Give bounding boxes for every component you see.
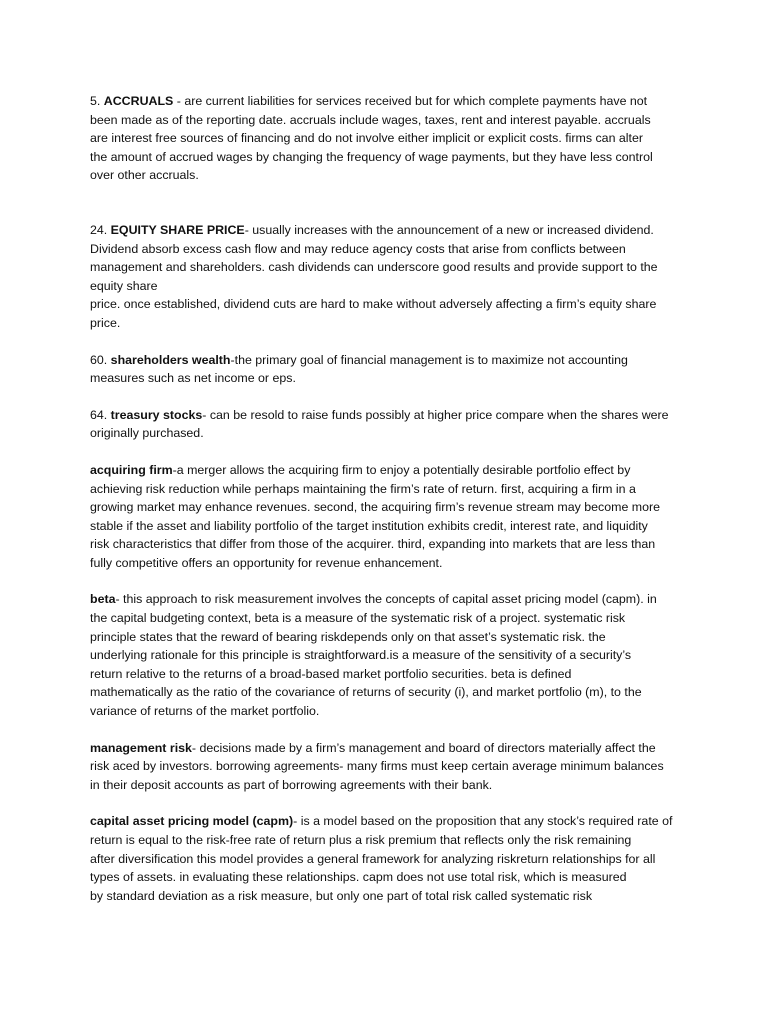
entry-term: acquiring firm: [90, 462, 173, 477]
entry-term: beta: [90, 592, 116, 607]
entry-treasury-stocks: [90, 406, 686, 443]
entry-term: EQUITY SHARE PRICE: [110, 222, 245, 237]
entry-line: by standard deviation as a risk measure, but only one part of total risk called systematic risk: [90, 888, 593, 903]
entry-number: 24.: [90, 222, 111, 237]
entry-line: price.: [90, 315, 121, 330]
entry-line: the amount of accrued wages by changing the frequency of wage payments, but they have less control: [90, 149, 653, 164]
entry-line: 5. ACCRUALS - are current liabilities for services received but for which complete payments have not: [90, 94, 648, 108]
paragraph-spacer: [90, 333, 686, 351]
entry-line: price. once established, dividend cuts are hard to make without adversely affecting a firm’s equity share: [90, 297, 657, 312]
paragraph-spacer: [90, 572, 686, 590]
entry-line: achieving risk reduction while perhaps maintaining the firm’s rate of return. first, acquiring a firm in a: [90, 481, 636, 496]
entry-line: capital asset pricing model (capm)- is a model based on the proposition that any stock’s required rate of: [90, 814, 673, 829]
entry-capm: [90, 812, 686, 905]
entry-number: 5.: [90, 94, 104, 108]
entry-line: after diversification this model provides a general framework for analyzing riskreturn relationships for all: [90, 851, 656, 866]
entry-equity-share-price: [90, 221, 686, 333]
entry-term: management risk: [90, 740, 192, 755]
document-page: [90, 92, 686, 905]
entry-line: risk aced by investors. borrowing agreements- many firms must keep certain average minimum balances: [90, 759, 664, 774]
entry-line: variance of returns of the market portfolio.: [90, 704, 320, 719]
entry-term: shareholders wealth: [110, 352, 231, 367]
paragraph-spacer: [90, 794, 686, 812]
entry-line: principle states that the reward of bearing riskdepends only on that asset’s systematic risk. the: [90, 629, 606, 644]
entry-shareholders-wealth: [90, 351, 686, 388]
entry-line: equity share: [90, 278, 158, 293]
entry-number: 60.: [90, 352, 111, 367]
entry-line: return relative to the returns of a broad-based market portfolio securities. beta is defined: [90, 666, 572, 681]
entry-term: capital asset pricing model (capm): [90, 814, 294, 829]
paragraph-spacer: [90, 443, 686, 461]
entry-number: 64.: [90, 407, 111, 422]
entry-management-risk: [90, 739, 686, 795]
entry-beta: [90, 590, 686, 720]
entry-line: management risk- decisions made by a firm’s management and board of directors materially affect the: [90, 740, 656, 755]
entry-line: risk characteristics that differ from those of the acquirer. third, expanding into markets that are less than: [90, 537, 656, 552]
entry-line: Dividend absorb excess cash flow and may reduce agency costs that arise from conflicts between: [90, 241, 626, 256]
paragraph-spacer: [90, 388, 686, 406]
entry-acquiring-firm: [90, 461, 686, 573]
entry-term: treasury stocks: [110, 407, 203, 422]
entry-line: measures such as net income or eps.: [90, 371, 296, 386]
entry-line: in their deposit accounts as part of borrowing agreements with their bank.: [90, 777, 493, 792]
entry-line: stable if the asset and liability portfolio of the target institution exhibits credit, interest rate, and liquidity: [90, 518, 648, 533]
entry-line: are interest free sources of financing and do not involve either implicit or explicit costs. firms can alter: [90, 131, 644, 146]
entry-line: fully competitive offers an opportunity for revenue enhancement.: [90, 555, 443, 570]
entry-line: 64. treasury stocks- can be resold to raise funds possibly at higher price compare when the shares were: [90, 407, 669, 422]
entry-line: acquiring firm-a merger allows the acquiring firm to enjoy a potentially desirable portfolio effect by: [90, 462, 631, 477]
entry-line: beta- this approach to risk measurement involves the concepts of capital asset pricing model (capm). in: [90, 592, 657, 607]
entry-line: 24. EQUITY SHARE PRICE- usually increases with the announcement of a new or increased dividend.: [90, 222, 654, 237]
entry-line: growing market may enhance revenues. second, the acquiring firm’s revenue stream may become more: [90, 500, 661, 515]
entry-line: management and shareholders. cash dividends can underscore good results and provide support to the: [90, 260, 658, 275]
entry-line: types of assets. in evaluating these relationships. capm does not use total risk, which is measured: [90, 870, 627, 885]
entry-line: 60. shareholders wealth-the primary goal of financial management is to maximize not accounting: [90, 352, 628, 367]
paragraph-spacer: [90, 721, 686, 739]
entry-line: return is equal to the risk-free rate of return plus a risk premium that reflects only the risk remaining: [90, 833, 632, 847]
entry-term: ACCRUALS: [103, 94, 174, 108]
entry-line: originally purchased.: [90, 426, 204, 441]
entry-accruals: [90, 92, 686, 185]
entry-line: mathematically as the ratio of the covariance of returns of security (i), and market portfolio (m), to the: [90, 685, 642, 700]
entry-line: underlying rationale for this principle is straightforward.is a measure of the sensitivity of a security’s: [90, 648, 632, 663]
paragraph-spacer: [90, 185, 686, 221]
entry-line: over other accruals.: [90, 168, 199, 183]
entry-line: been made as of the reporting date. accruals include wages, taxes, rent and interest payable. accruals: [90, 112, 651, 127]
entry-line: the capital budgeting context, beta is a measure of the systematic risk of a project. systematic risk: [90, 611, 626, 626]
